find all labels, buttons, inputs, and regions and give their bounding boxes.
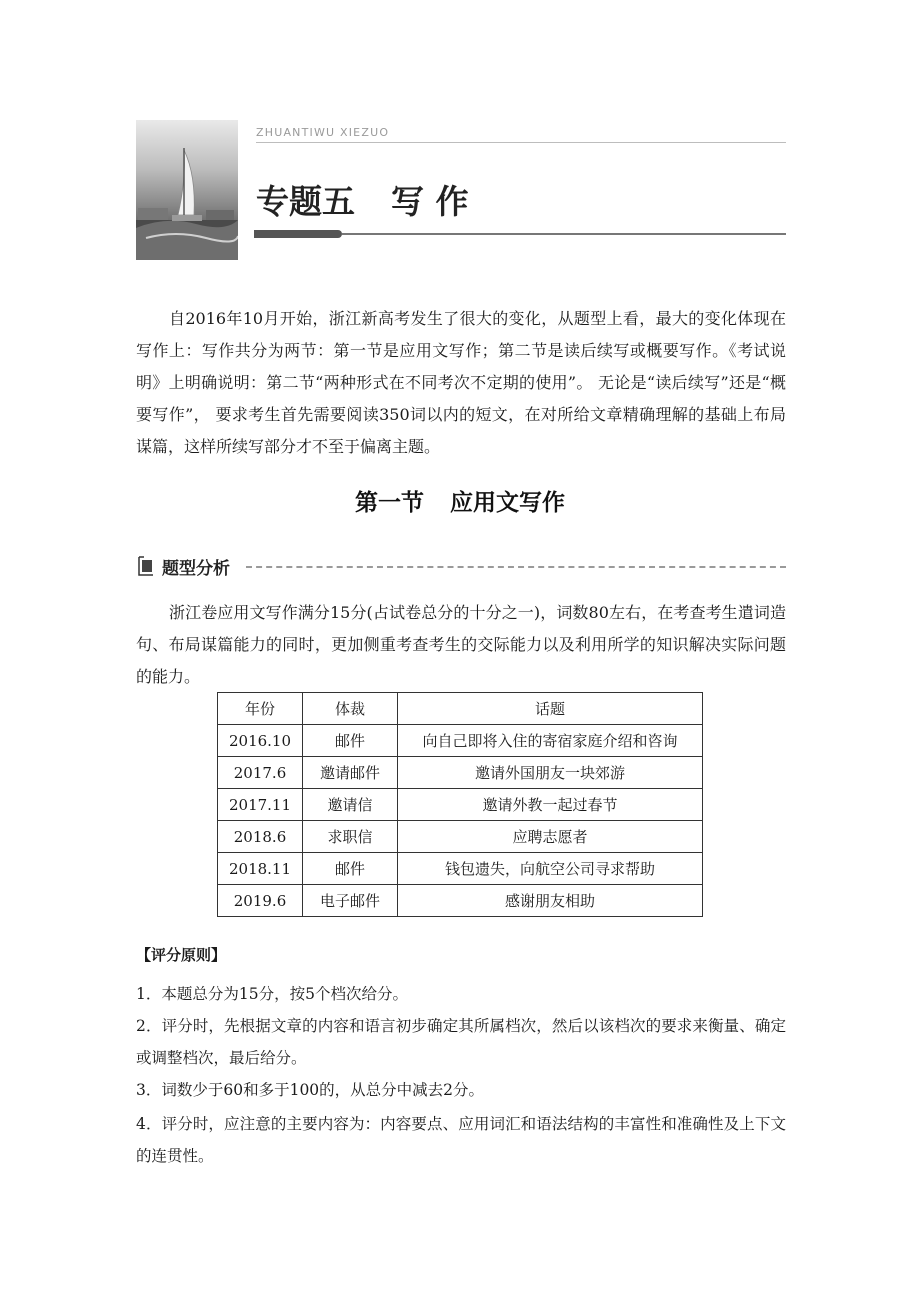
cell-topic: 钱包遗失，向航空公司寻求帮助 [398, 853, 703, 885]
sailboat-hotel-illustration [136, 120, 238, 260]
table-row [218, 821, 703, 853]
header-year: 年份 [218, 693, 303, 725]
title-underline-thin [342, 233, 786, 235]
header-top-rule [256, 142, 786, 143]
cell-genre: 邀请信 [303, 789, 398, 821]
chapter-name: 写 作 [391, 182, 469, 221]
cell-topic: 邀请外教一起过春节 [398, 789, 703, 821]
analysis-header [136, 554, 786, 580]
cell-year: 2019.6 [218, 885, 303, 917]
cell-year: 2018.11 [218, 853, 303, 885]
cell-genre: 电子邮件 [303, 885, 398, 917]
rule-item-2: 2．评分时，先根据文章的内容和语言初步确定其所属档次，然后以该档次的要求来衡量、确定或调整档次，最后给分。 [136, 1017, 786, 1067]
rules-title: 【评分原则】 [136, 946, 227, 964]
chapter-title [256, 176, 469, 223]
table-row [218, 853, 703, 885]
analysis-paragraph: 浙江卷应用文写作满分15分(占试卷总分的十分之一)，词数80左右，在考查考生遣词造句、布局谋篇能力的同时，更加侧重考查考生的交际能力以及利用所学的知识解决实际问题的能力。 [136, 603, 786, 686]
cell-year: 2016.10 [218, 725, 303, 757]
table-row [218, 757, 703, 789]
table-header-row [218, 693, 703, 725]
cell-year: 2018.6 [218, 821, 303, 853]
analysis-dashed-rule [246, 566, 786, 568]
section-title [0, 484, 920, 517]
cell-topic: 应聘志愿者 [398, 821, 703, 853]
cell-genre: 求职信 [303, 821, 398, 853]
cell-genre: 邀请邮件 [303, 757, 398, 789]
header-photo [136, 120, 238, 260]
cell-topic: 向自己即将入住的寄宿家庭介绍和咨询 [398, 725, 703, 757]
title-underline-thick [254, 230, 342, 238]
intro-paragraph: 自2016年10月开始，浙江新高考发生了很大的变化，从题型上看，最大的变化体现在写作上：写作共分为两节：第一节是应用文写作；第二节是读后续写或概要写作。《考试说明》上明确说明：第二节“两种形式在不同考次不定期的使用”。 无论是“读后续写”还是“概要写作”， 要求考生首先需要阅读350词以内的短文，在对所给文章精确理解的基础上布局谋篇，这样所续写部分才不至于偏离主题。 [136, 309, 786, 456]
rule-item-3: 3．词数少于60和多于100的，从总分中减去2分。 [136, 1081, 485, 1099]
cell-topic: 感谢朋友相助 [398, 885, 703, 917]
table-row [218, 885, 703, 917]
table-row [218, 725, 703, 757]
rule-item-1: 1．本题总分为15分，按5个档次给分。 [136, 985, 408, 1003]
table-row [218, 789, 703, 821]
exam-topics-table [217, 692, 703, 917]
cell-genre: 邮件 [303, 853, 398, 885]
section-number: 第一节 [355, 490, 424, 516]
analysis-label: 题型分析 [162, 559, 230, 579]
cell-year: 2017.6 [218, 757, 303, 789]
cell-year: 2017.11 [218, 789, 303, 821]
section-name: 应用文写作 [450, 490, 565, 516]
notebook-icon [136, 555, 156, 577]
header-pinyin: ZHUANTIWU XIEZUO [256, 126, 390, 139]
header-genre: 体裁 [303, 693, 398, 725]
rule-item-4: 4．评分时，应注意的主要内容为：内容要点、应用词汇和语法结构的丰富性和准确性及上下文的连贯性。 [136, 1115, 786, 1165]
cell-topic: 邀请外国朋友一块郊游 [398, 757, 703, 789]
header-topic: 话题 [398, 693, 703, 725]
cell-genre: 邮件 [303, 725, 398, 757]
chapter-number: 专题五 [256, 182, 355, 221]
